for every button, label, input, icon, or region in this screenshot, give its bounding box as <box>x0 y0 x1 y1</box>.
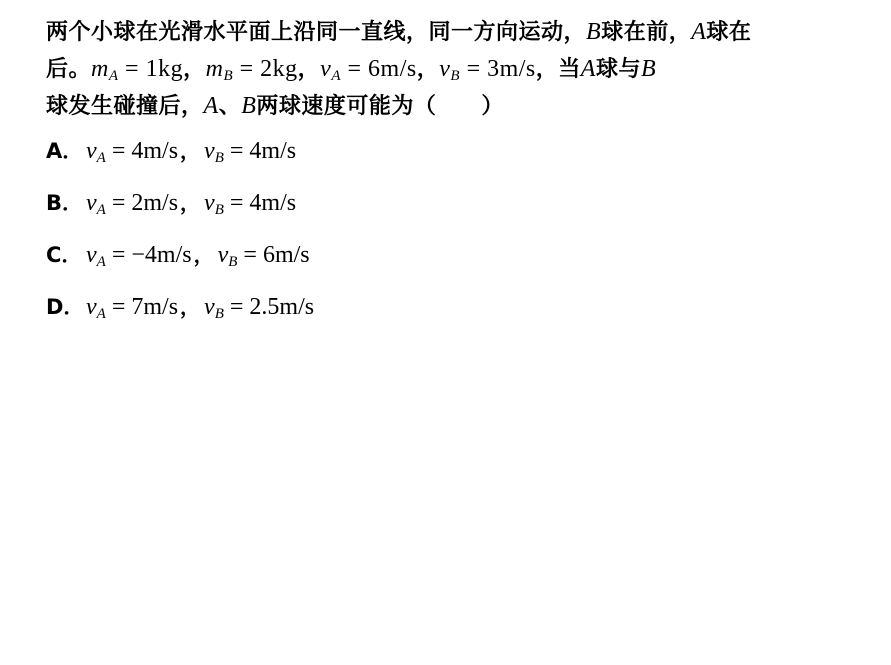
ball-b-symbol: B <box>640 56 657 82</box>
option-a[interactable] <box>46 131 861 183</box>
option-comma: ， <box>180 295 201 319</box>
option-comma: ， <box>180 139 201 163</box>
option-formula: $v_B = 4m/s$ <box>204 138 297 166</box>
stem-text: 后。 <box>46 56 92 82</box>
question-block <box>46 14 861 339</box>
velocity-a-formula: $v_A = 6m/s$ <box>320 56 417 84</box>
ball-a-symbol: A <box>203 93 219 119</box>
option-formula: $v_A = 4m/s$ <box>86 138 179 166</box>
stem-text: 两个小球在光滑水平面上沿同一直线，同一方向运动， <box>46 19 587 45</box>
stem-text: 、 <box>218 93 242 119</box>
option-comma: ， <box>180 191 201 215</box>
option-c[interactable] <box>46 235 861 287</box>
ball-b-symbol: B <box>241 93 257 119</box>
stem-comma: ， <box>183 56 206 82</box>
mass-a-formula: $m_A = 1kg$ <box>91 56 184 84</box>
mass-b-formula: $m_B = 2kg$ <box>205 56 298 84</box>
option-formula: $v_A = -4m/s$ <box>86 242 192 270</box>
stem-comma: ， <box>297 56 321 82</box>
stem-text: ，当 <box>535 56 581 82</box>
option-formula: $v_A = 2m/s$ <box>86 190 179 218</box>
ball-a-symbol: A <box>691 19 707 45</box>
stem-text: 球与 <box>595 56 641 82</box>
ball-a-symbol: A <box>580 56 596 82</box>
answer-options <box>46 131 861 339</box>
option-letter: D． <box>46 295 85 319</box>
option-letter: A． <box>46 139 84 163</box>
question-stem <box>46 14 861 125</box>
option-comma: ， <box>193 243 214 267</box>
velocity-b-formula: $v_B = 3m/s$ <box>439 56 536 84</box>
option-letter: B． <box>46 191 84 215</box>
stem-text: 球在 <box>706 19 752 45</box>
stem-text: 球在前， <box>601 19 692 45</box>
ball-b-symbol: B <box>586 19 602 45</box>
option-formula: $v_B = 4m/s$ <box>204 190 297 218</box>
stem-text: 球发生碰撞后， <box>46 93 204 119</box>
option-formula: $v_B = 2.5m/s$ <box>204 294 315 322</box>
option-formula: $v_A = 7m/s$ <box>86 294 179 322</box>
option-b[interactable] <box>46 183 861 235</box>
stem-comma: ， <box>416 56 440 82</box>
stem-text: 两球速度可能为（ ） <box>256 93 504 119</box>
option-formula: $v_B = 6m/s$ <box>217 242 310 270</box>
option-letter: C． <box>46 243 83 267</box>
option-d[interactable] <box>46 287 861 339</box>
